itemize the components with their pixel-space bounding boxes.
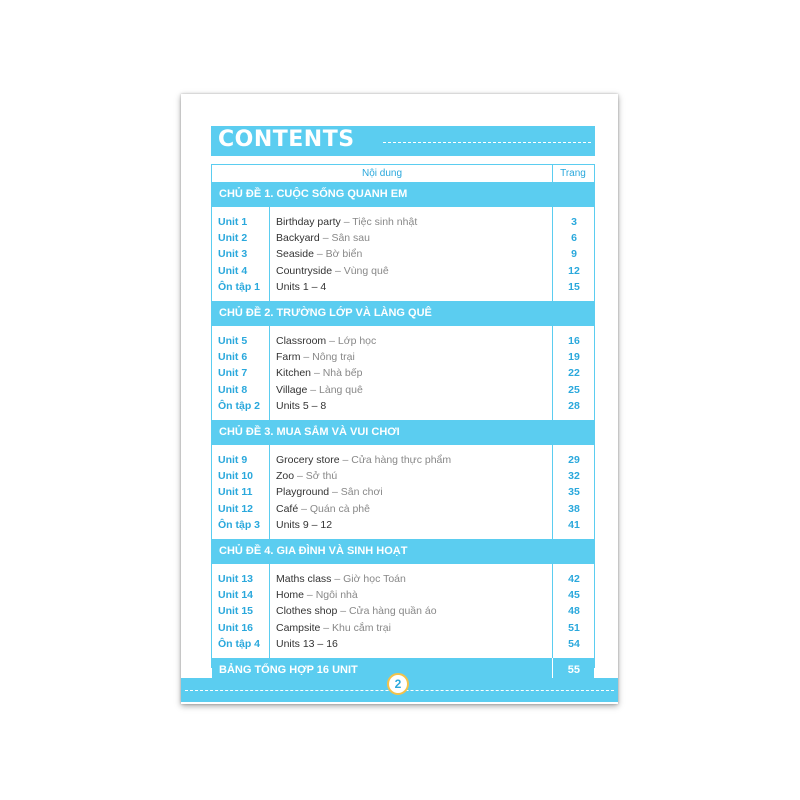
table-row[interactable] (212, 501, 594, 517)
unit-title (276, 501, 370, 517)
unit-title-en: Grocery store (276, 454, 340, 466)
unit-title-en: Birthday party (276, 216, 341, 228)
table-row[interactable] (212, 571, 594, 587)
page-number-badge: 2 (387, 673, 409, 695)
table-row[interactable] (212, 484, 594, 500)
unit-label: Ôn tập 3 (218, 518, 261, 531)
header-content: Nội dung (361, 168, 403, 179)
unit-title (276, 263, 389, 279)
unit-label: Unit 14 (218, 589, 254, 602)
table-row[interactable] (212, 620, 594, 636)
unit-title (276, 636, 338, 652)
unit-title-vn: – Sân sau (319, 232, 370, 245)
page-number: 45 (568, 589, 580, 602)
unit-title-en: Farm (276, 351, 301, 364)
unit-label: Unit 7 (218, 367, 248, 380)
page-number: 3 (571, 216, 577, 228)
theme-header (212, 539, 594, 564)
unit-title-en: Campsite (276, 621, 321, 634)
unit-title-vn: – Sân chơi (329, 486, 383, 499)
unit-title (276, 349, 355, 365)
unit-title (276, 333, 376, 349)
unit-title-vn: – Ngôi nhà (304, 589, 358, 602)
unit-title (276, 603, 437, 619)
unit-label: Ôn tập 4 (218, 637, 261, 650)
unit-label: Unit 11 (218, 486, 253, 499)
unit-title-vn: – Quán cà phê (298, 502, 370, 515)
unit-label: Unit 4 (218, 264, 248, 277)
unit-title-en: Home (276, 589, 305, 602)
unit-title (276, 279, 326, 295)
page-number: 16 (568, 335, 580, 347)
unit-title (276, 398, 326, 414)
page-number: 29 (568, 454, 580, 466)
theme-header (212, 182, 594, 207)
page-number: 48 (568, 605, 580, 618)
table-row[interactable] (212, 246, 594, 262)
unit-title-vn: – Khu cắm trại (320, 621, 391, 634)
unit-title-en: Classroom (276, 335, 327, 347)
page-number: 42 (568, 573, 580, 585)
unit-title-en: Maths class (276, 573, 332, 585)
header-page: Trang (552, 165, 593, 183)
page-number: 51 (568, 621, 580, 634)
theme-units-group (212, 326, 594, 420)
theme-units-group (212, 445, 594, 539)
unit-title (276, 587, 358, 603)
unit-title-vn: – Giờ học Toán (331, 573, 406, 585)
unit-title (276, 365, 362, 381)
unit-label: Unit 5 (218, 335, 248, 347)
table-row[interactable] (212, 349, 594, 365)
unit-title (276, 571, 406, 587)
page-number: 32 (568, 470, 580, 483)
unit-title (276, 484, 383, 500)
table-row[interactable] (212, 587, 594, 603)
unit-title-en: Zoo (276, 470, 295, 483)
unit-label: Unit 6 (218, 351, 248, 364)
unit-title-vn: – Sở thú (294, 470, 338, 483)
unit-title (276, 620, 391, 636)
unit-title (276, 468, 337, 484)
table-row[interactable] (212, 468, 594, 484)
unit-label: Unit 1 (218, 216, 248, 228)
theme-header (212, 420, 594, 445)
table-row[interactable] (212, 382, 594, 398)
unit-title-en: Seaside (276, 248, 314, 261)
unit-title (276, 214, 417, 230)
theme-label: CHỦ ĐỀ 3. MUA SẮM VÀ VUI CHƠI (219, 426, 400, 438)
table-row[interactable] (212, 263, 594, 279)
unit-title-vn: – Lớp học (326, 335, 377, 347)
unit-title (276, 382, 363, 398)
page-number: 54 (568, 637, 580, 650)
unit-title (276, 452, 451, 468)
unit-title-en: Village (276, 383, 308, 396)
unit-title-en: Café (276, 502, 299, 515)
table-row[interactable] (212, 279, 594, 295)
table-row[interactable] (212, 333, 594, 349)
unit-title-vn: – Vùng quê (332, 264, 389, 277)
unit-title-en: Countryside (276, 264, 333, 277)
unit-title-vn: – Tiệc sinh nhật (340, 216, 418, 228)
page-number: 6 (571, 232, 577, 245)
unit-title-vn: – Cửa hàng quần áo (337, 605, 437, 618)
page-number: 38 (568, 502, 580, 515)
unit-label: Ôn tập 1 (218, 280, 261, 293)
table-row[interactable] (212, 452, 594, 468)
page-number: 9 (571, 248, 577, 261)
unit-title-en: Units 13 – 16 (276, 637, 338, 650)
book-page (181, 94, 618, 704)
summary-label: BẢNG TỔNG HỢP 16 UNIT (219, 664, 358, 676)
unit-title (276, 517, 332, 533)
unit-title-vn: – Bờ biển (313, 248, 363, 261)
unit-label: Unit 13 (218, 573, 254, 585)
unit-title (276, 230, 370, 246)
table-row[interactable] (212, 230, 594, 246)
page-number: 41 (568, 518, 580, 531)
theme-header (212, 301, 594, 326)
unit-title-en: Units 1 – 4 (276, 280, 327, 293)
unit-label: Unit 9 (218, 454, 248, 466)
page-number: 12 (568, 264, 580, 277)
theme-label: CHỦ ĐỀ 4. GIA ĐÌNH VÀ SINH HOẠT (219, 545, 408, 557)
table-row[interactable] (212, 636, 594, 652)
theme-label: CHỦ ĐỀ 1. CUỘC SỐNG QUANH EM (219, 188, 408, 200)
title-dashed-line (383, 142, 591, 143)
unit-label: Unit 3 (218, 248, 248, 261)
page-number: 28 (568, 399, 580, 412)
unit-title-en: Playground (276, 486, 330, 499)
page-number: 22 (568, 367, 580, 380)
contents-table (211, 164, 595, 676)
unit-label: Unit 16 (218, 621, 254, 634)
table-row[interactable] (212, 517, 594, 533)
unit-title-en: Kitchen (276, 367, 312, 380)
theme-label: CHỦ ĐỀ 2. TRƯỜNG LỚP VÀ LÀNG QUÊ (219, 307, 432, 319)
table-row[interactable] (212, 214, 594, 230)
unit-label: Unit 12 (218, 502, 254, 515)
unit-label: Unit 10 (218, 470, 254, 483)
table-header (212, 165, 594, 183)
unit-title-vn: – Làng quê (307, 383, 363, 396)
unit-title-vn: – Cửa hàng thực phẩm (339, 454, 452, 466)
page-number: 19 (568, 351, 580, 364)
summary-page: 55 (567, 664, 580, 676)
unit-title-en: Clothes shop (276, 605, 338, 618)
unit-title-en: Units 5 – 8 (276, 399, 327, 412)
unit-title-vn: – Nông trại (300, 351, 355, 364)
unit-title (276, 246, 362, 262)
theme-units-group (212, 564, 594, 658)
page-number: 35 (568, 486, 580, 499)
unit-title-en: Backyard (276, 232, 320, 245)
table-row[interactable] (212, 398, 594, 414)
unit-label: Unit 2 (218, 232, 248, 245)
unit-label: Ôn tập 2 (218, 399, 261, 412)
table-row[interactable] (212, 603, 594, 619)
contents-title-band (211, 126, 595, 156)
unit-label: Unit 8 (218, 383, 248, 396)
theme-units-group (212, 207, 594, 301)
page-number: 15 (568, 280, 580, 293)
unit-title-en: Units 9 – 12 (276, 518, 333, 531)
page-number: 25 (568, 383, 580, 396)
unit-label: Unit 15 (218, 605, 254, 618)
unit-title-vn: – Nhà bếp (311, 367, 363, 380)
page-title: CONTENTS (218, 127, 355, 152)
table-row[interactable] (212, 365, 594, 381)
